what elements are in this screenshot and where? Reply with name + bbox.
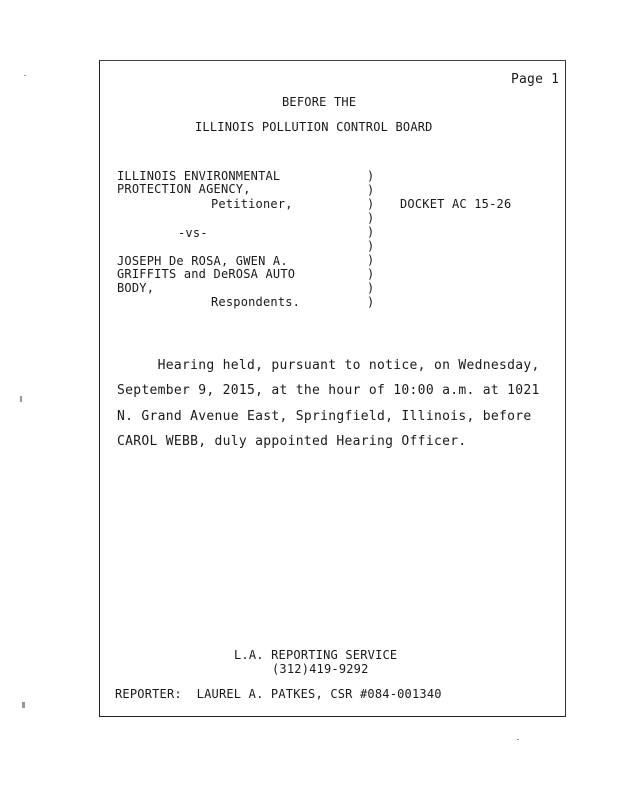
petitioner-name-line2: PROTECTION AGENCY, [117, 182, 251, 196]
caption-paren: ) [367, 169, 375, 183]
scan-speck [20, 396, 22, 402]
caption-paren: ) [367, 239, 375, 253]
respondent-name-line2: GRIFFITS and DeROSA AUTO [117, 267, 296, 281]
caption-paren: ) [367, 197, 375, 211]
scan-speck [24, 75, 26, 76]
reporter-line: REPORTER: LAUREL A. PATKES, CSR #084-001340 [115, 687, 442, 701]
respondent-name-line1: JOSEPH De ROSA, GWEN A. [117, 254, 288, 268]
caption-paren: ) [367, 183, 375, 197]
caption-paren: ) [367, 225, 375, 239]
page-number: Page 1 [511, 72, 560, 87]
caption-paren: ) [367, 211, 375, 225]
body-line-4: CAROL WEBB, duly appointed Hearing Officer. [117, 434, 467, 449]
docket-number: DOCKET AC 15-26 [400, 197, 512, 211]
caption-paren: ) [367, 267, 375, 281]
heading-before-the: BEFORE THE [282, 95, 357, 109]
body-line-3: N. Grand Avenue East, Springfield, Illinois, before [117, 409, 532, 424]
caption-paren: ) [367, 295, 375, 309]
body-line-2: September 9, 2015, at the hour of 10:00 a.m. at 1021 [117, 383, 540, 398]
caption-paren: ) [367, 253, 375, 267]
scan-speck [22, 702, 25, 708]
petitioner-role: Petitioner, [211, 197, 293, 211]
respondent-role: Respondents. [211, 295, 301, 309]
petitioner-name-line1: ILLINOIS ENVIRONMENTAL [117, 169, 281, 183]
body-line-1: Hearing held, pursuant to notice, on Wednesday, [117, 358, 540, 373]
reporting-service-phone: (312)419-9292 [272, 662, 369, 676]
respondent-name-line3: BODY, [117, 281, 155, 295]
versus-label: -vs- [178, 226, 208, 240]
heading-board-name: ILLINOIS POLLUTION CONTROL BOARD [195, 120, 433, 134]
reporting-service-name: L.A. REPORTING SERVICE [234, 648, 398, 662]
caption-paren: ) [367, 281, 375, 295]
scan-speck [517, 739, 519, 740]
